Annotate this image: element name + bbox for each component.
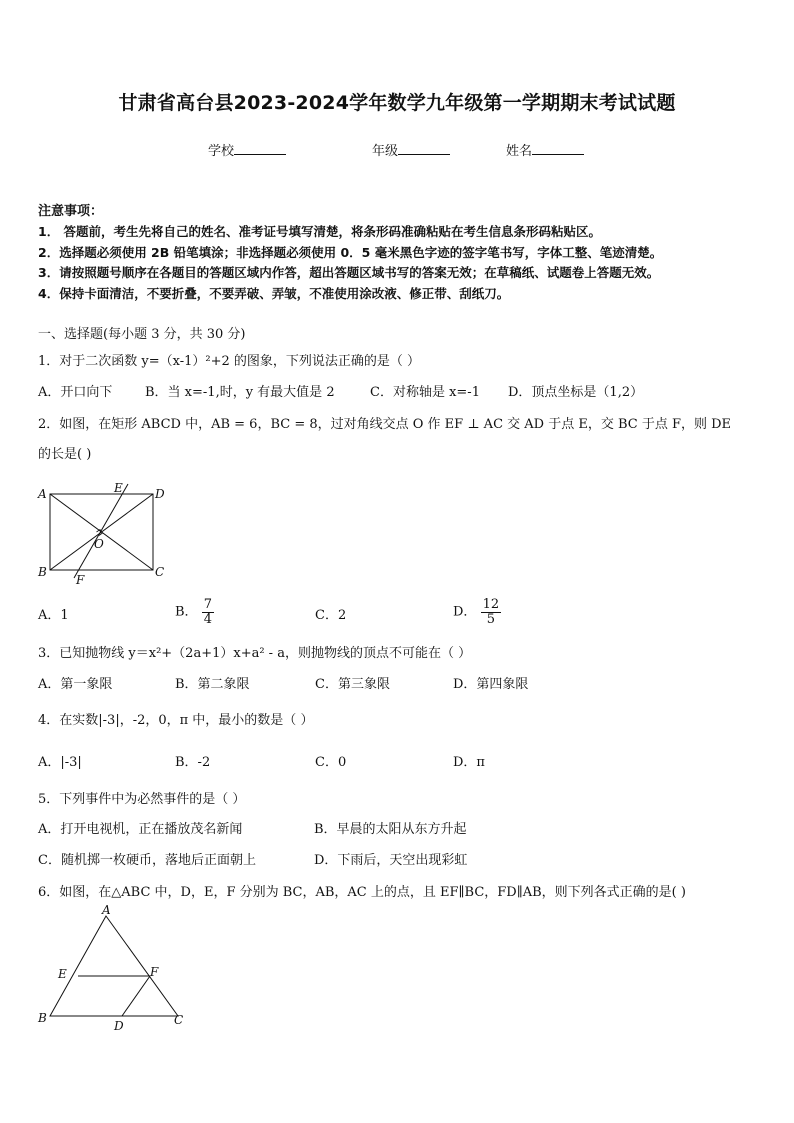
label-b: B <box>38 565 47 579</box>
q3-option-a: A．第一象限 <box>38 677 113 692</box>
q2-option-a: A．1 <box>38 608 69 623</box>
grade-blank <box>398 142 450 155</box>
notes-heading: 注意事项： <box>38 204 104 219</box>
q2-option-d-numerator: 12 <box>482 597 500 612</box>
notes-item-3: 3．请按照题号顺序在各题目的答题区域内作答，超出答题区域书写的答案无效；在草稿纸、试题卷上答题无效。 <box>38 265 660 280</box>
name-blank <box>532 142 584 155</box>
label-d: D <box>155 487 165 501</box>
q1-option-b: B．当 x=-1,时，y 有最大值是 2 <box>145 385 335 400</box>
q2-figure-rectangle <box>30 478 180 590</box>
label-c: C <box>155 565 165 579</box>
notes-item-1: 1． 答题前，考生先将自己的姓名、准考证号填写清楚，将条形码准确粘贴在考生信息条形码粘贴区。 <box>38 224 602 239</box>
label-f: F <box>76 573 85 587</box>
q2-stem-line1: 2．如图，在矩形 ABCD 中，AB = 6，BC = 8，过对角线交点 O 作 EF ⊥ AC 交 AD 于点 E，交 BC 于点 F，则 DE <box>38 417 732 432</box>
q4-option-b: B．-2 <box>175 755 211 770</box>
q2-option-d-prefix: D． <box>453 604 477 620</box>
q2-option-d-fraction <box>481 598 502 627</box>
q2-stem-line2: 的长是( ) <box>38 447 92 462</box>
q2-option-b <box>175 598 214 627</box>
q2-option-d <box>453 598 501 627</box>
q4-option-c: C．0 <box>315 755 347 770</box>
q3-option-b: B．第二象限 <box>175 677 250 692</box>
school-label: 学校 <box>208 144 235 159</box>
q6-figure-triangle <box>30 904 195 1034</box>
label-b: B <box>38 1011 47 1025</box>
notes-item-2: 2．选择题必须使用 2B 铅笔填涂；非选择题必须使用 0．5 毫米黑色字迹的签字笔书写，字体工整、笔迹清楚。 <box>38 245 663 260</box>
grade-label: 年级 <box>372 144 399 159</box>
q2-option-b-denominator: 4 <box>203 612 212 627</box>
page-title: 甘肃省高台县2023-2024学年数学九年级第一学期期末考试试题 <box>118 92 676 114</box>
q5-option-c: C．随机掷一枚硬币，落地后正面朝上 <box>38 853 256 868</box>
q5-stem: 5．下列事件中为必然事件的是（ ） <box>38 792 246 807</box>
q5-option-a: A．打开电视机，正在播放茂名新闻 <box>38 822 243 837</box>
q3-stem: 3．已知抛物线 y＝x²+（2a+1）x+a² - a，则抛物线的顶点不可能在（ ） <box>38 646 472 661</box>
name-label: 姓名 <box>506 144 533 159</box>
label-f: F <box>150 965 159 979</box>
triangle-abc <box>50 916 178 1016</box>
q2-option-c: C．2 <box>315 608 347 623</box>
q2-option-b-numerator: 7 <box>203 597 212 612</box>
school-field <box>208 140 286 159</box>
q5-option-d: D．下雨后，天空出现彩虹 <box>314 853 468 868</box>
q4-stem: 4．在实数|-3|，-2，0，π 中，最小的数是（ ） <box>38 713 314 728</box>
label-o: O <box>94 537 104 551</box>
section-heading: 一、选择题(每小题 3 分，共 30 分) <box>38 327 246 342</box>
q4-option-d: D．π <box>453 755 485 770</box>
q2-option-d-denominator: 5 <box>486 612 495 627</box>
school-blank <box>234 142 286 155</box>
q1-stem: 1．对于二次函数 y=（x-1）²+2 的图象，下列说法正确的是（ ） <box>38 354 421 369</box>
q5-option-b: B．早晨的太阳从东方升起 <box>314 822 467 837</box>
label-d: D <box>114 1019 124 1033</box>
q2-option-b-prefix: B． <box>175 604 198 620</box>
label-e: E <box>114 481 123 495</box>
q4-option-a: A．|-3| <box>38 755 82 770</box>
notes-item-4: 4．保持卡面清洁，不要折叠，不要弄破、弄皱，不准使用涂改液、修正带、刮纸刀。 <box>38 286 510 301</box>
label-a: A <box>38 487 47 501</box>
label-e: E <box>58 967 67 981</box>
q2-option-b-fraction <box>202 598 214 627</box>
q3-option-d: D．第四象限 <box>453 677 529 692</box>
q1-option-d: D．顶点坐标是（1,2） <box>508 385 644 400</box>
name-field <box>506 140 584 159</box>
q3-option-c: C．第三象限 <box>315 677 390 692</box>
segment-fd <box>122 976 150 1016</box>
q1-option-a: A．开口向下 <box>38 385 113 400</box>
grade-field <box>372 140 450 159</box>
q6-stem: 6．如图，在△ABC 中，D，E，F 分别为 BC，AB，AC 上的点，且 EF∥BC，FD∥AB，则下列各式正确的是( ) <box>38 885 686 900</box>
label-a: A <box>102 904 111 917</box>
q1-option-c: C．对称轴是 x=-1 <box>370 385 480 400</box>
label-c: C <box>174 1013 184 1027</box>
